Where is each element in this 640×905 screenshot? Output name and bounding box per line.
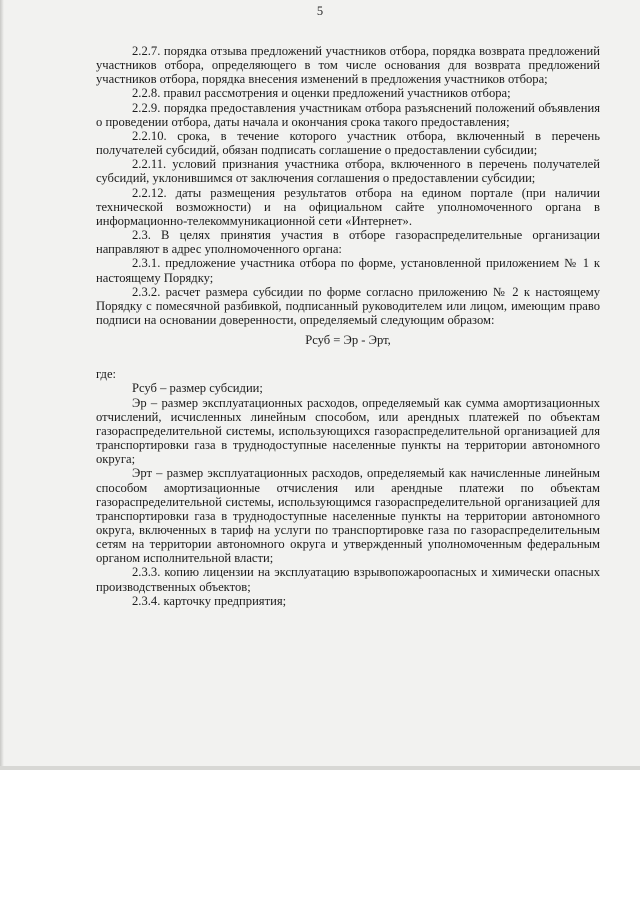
paragraph-2-3-1: 2.3.1. предложение участника отбора по форме, установленной приложением № 1 к настоящему Порядку;: [96, 256, 600, 285]
paragraph-2-2-8: 2.2.8. правил рассмотрения и оценки предложений участников отбора;: [132, 86, 511, 101]
definition-rsub: Рсуб – размер субсидии;: [132, 381, 263, 396]
paragraph-2-3-4: 2.3.4. карточку предприятия;: [132, 593, 287, 608]
document-body: [96, 44, 600, 608]
paragraph-2-3-3: 2.3.3. копию лицензии на эксплуатацию взрывопожароопасных и химически опасных производственных объектов;: [96, 565, 600, 594]
paragraph-2-2-10: 2.2.10. срока, в течение которого участник отбора, включенный в перечень получателей субсидий, обязан подписать соглашение о предоставлении субсидии;: [96, 128, 600, 158]
definition-ert: Эрт – размер эксплуатационных расходов, определяемый как начисленные линейным способом амортизационные отчисления или арендные платежи по объектам газораспределительной системы, использующимся газораспределительной организацией для транспортировки газа в труднодоступные населенные пункты на территории автономного округа, включенных в тариф на услуги по транспортировке газа по газораспределительным сетям на территории автономного округа и утвержденный уполномоченным федеральным органом исполнительной власти;: [96, 466, 600, 566]
paragraph-2-2-7: 2.2.7. порядка отзыва предложений участников отбора, порядка возврата предложений участников отбора, определяющего в том числе основания для возврата предложений участников отбора, порядка внесения изменений в предложения участников отбора;: [96, 44, 600, 87]
definition-er: Эр – размер эксплуатационных расходов, определяемый как сумма амортизационных отчислений, исчисленных линейным способом, или арендных платежей по объектам газораспределительной системы, использующихся газораспределительной организацией для транспортировки газа в труднодоступные населенные пункты на территории автономного округа;: [96, 395, 600, 467]
page-number: 5: [316, 4, 324, 18]
paragraph-2-3-2: 2.3.2. расчет размера субсидии по форме согласно приложению № 2 к настоящему Порядку с помесячной разбивкой, подписанный руководителем или лицом, имеющим право подписи на основании доверенности, определяемый следующим образом:: [96, 284, 600, 327]
where-label: где:: [96, 367, 117, 382]
paragraph-2-2-11: 2.2.11. условий признания участника отбора, включенного в перечень получателей субсидий, уклонившимся от заключения соглашения о предоставлении субсидии;: [96, 157, 600, 186]
scan-bottom-edge: [0, 766, 640, 770]
paragraph-2-2-12: 2.2.12. даты размещения результатов отбора на едином портале (при наличии технической возможности) и на официальном сайте уполномоченного органа в информационно-телекоммуникационной сети «Интернет».: [96, 185, 600, 228]
paragraph-2-3: 2.3. В целях принятия участия в отборе газораспределительные организации направляют в адрес уполномоченного органа:: [96, 228, 600, 257]
paragraph-2-2-9: 2.2.9. порядка предоставления участникам отбора разъяснений положений объявления о проведении отбора, даты начала и окончания срока такого предоставления;: [96, 100, 600, 129]
subsidy-formula: Рсуб = Эр - Эрт,: [305, 333, 391, 348]
scan-edge-shadow: [0, 0, 4, 770]
